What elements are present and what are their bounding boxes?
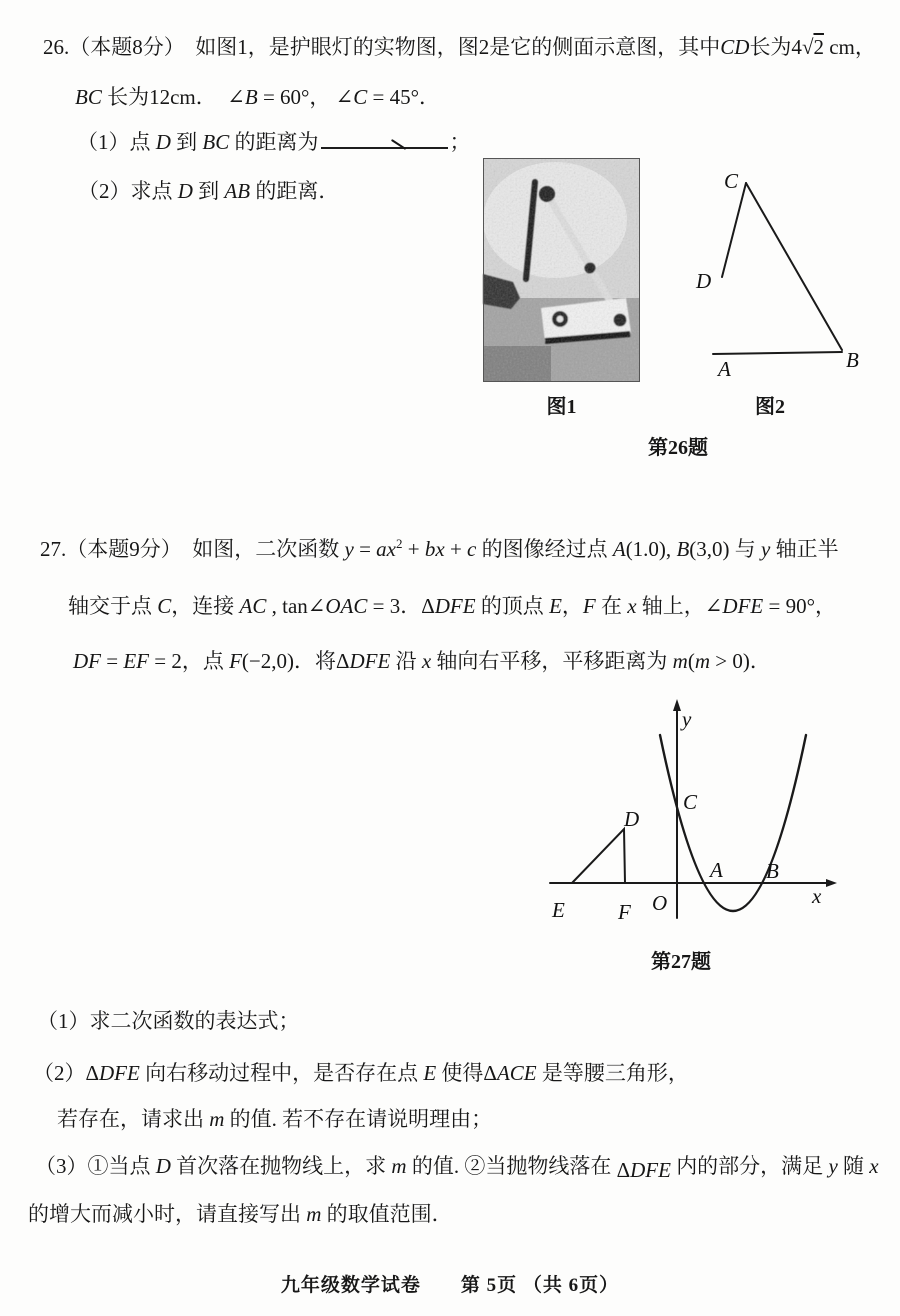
lamp-photo [483,158,640,382]
graph-label-e: E [552,898,565,922]
page-footer: 九年级数学试卷 第 5页 （共 6页） [280,1275,620,1296]
q26-item-2: （2）求点 D 到 AB 的距离． [78,179,340,203]
segment-cd [722,183,746,277]
q27-sub-1: （1）求二次函数的表达式； [37,1009,300,1033]
graph-label-f: F [618,900,631,924]
q27-sub-3: （3）①当点 D 首次落在抛物线上，求 m 的值. ②当抛物线落在 ΔDFE 内的部分，满足 y 随 x [35,1154,879,1182]
q27-stem-line-1: 27.（本题9分） 如图，二次函数 $y = ax^2$ + bx + c 的图像经过点 A(1.0), B(3,0) 与 y 轴正半 [40,536,839,561]
q26-item1-text: （1）点 D 到 BC 的距离为 [77,130,319,154]
fig2-label-a: A [718,357,731,381]
q26-item-1 [77,129,471,155]
photo-grain [483,158,640,382]
graph-label-c: C [683,790,698,814]
q27-sub-3b: 的增大而减小时，请直接写出 m 的取值范围． [28,1202,453,1226]
q26-item1-punct: ； [449,130,471,154]
fig2-label-d: D [696,269,712,293]
x-axis-arrow [826,879,837,887]
graph-label-y: y [682,707,692,731]
figure2-diagram [680,158,875,383]
fig2-caption: 图2 [755,396,785,418]
graph-label-x: x [812,884,822,908]
q27-graph [540,695,845,940]
q27-sub-2: （2）ΔDFE 向右移动过程中，是否存在点 E 使得ΔACE 是等腰三角形， [33,1061,689,1085]
graph-label-o: O [652,891,668,915]
q26-stem-line-2: BC 长为12cm． ∠B = 60°， ∠C = 45°． [75,85,441,109]
segment-cb [746,183,842,350]
q27-figure-caption: 第27题 [651,951,711,973]
fig1-caption: 图1 [546,396,577,418]
segment-ab [713,352,842,354]
answer-blank [321,129,448,149]
q27-stem-line-3: DF = EF = 2，点 F(−2,0)．将ΔDFE 沿 x 轴向右平移，平移距离为 m(m > 0)． [73,649,771,673]
pen-stroke-mark [390,139,406,150]
graph-label-a: A [710,858,723,882]
fig2-label-c: C [724,169,739,193]
parabola [660,735,806,911]
q27-stem-line-2: 轴交于点 C，连接 AC , tan∠OAC = 3．ΔDFE 的顶点 E，F 在 x 轴上，∠DFE = 90°， [68,594,836,618]
fig2-label-b: B [846,348,859,372]
q26-stem-line-1: 26.（本题8分） 如图1，是护眼灯的实物图，图2是它的侧面示意图，其中CD长为4√2 cm， [43,35,876,59]
graph-label-d: D [624,807,640,831]
triangle-dfe [572,829,625,883]
q27-sub-2b: 若存在，请求出 m 的值. 若不存在请说明理由； [57,1107,493,1131]
y-axis-arrow [673,699,681,711]
q26-figure-caption: 第26题 [648,437,708,459]
graph-label-b: B [766,859,779,883]
